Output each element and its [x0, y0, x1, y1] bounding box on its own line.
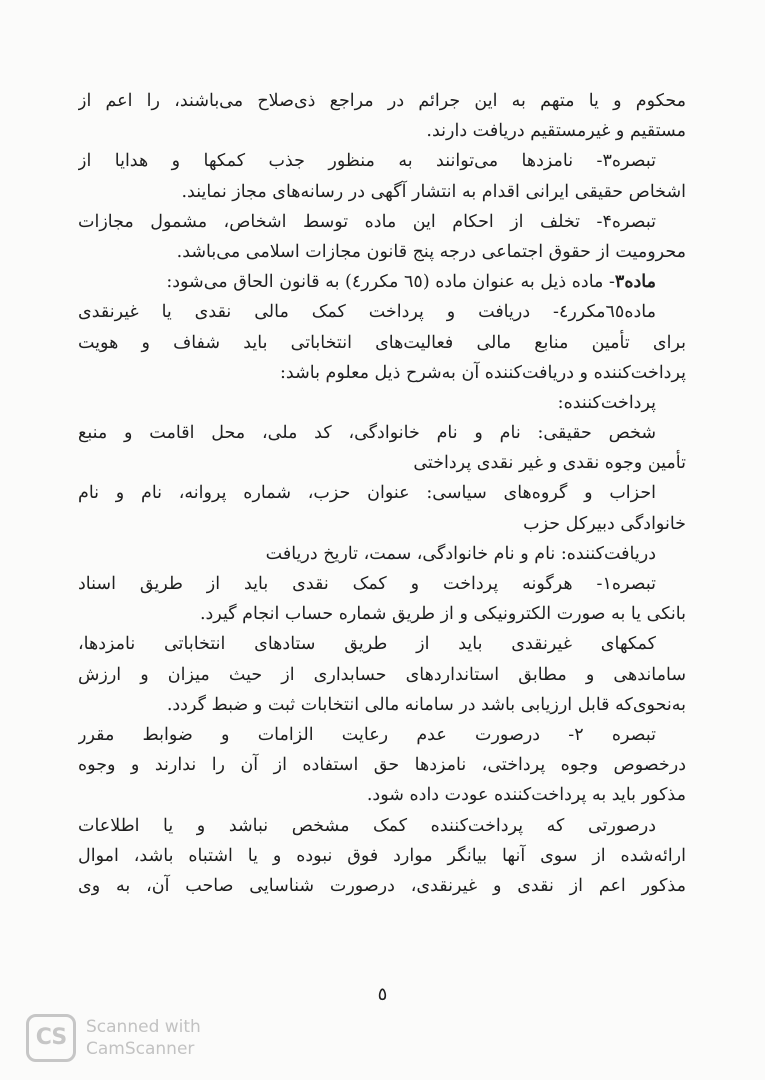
watermark-line-1: Scanned with — [86, 1017, 201, 1037]
text-line: پرداخت‌کننده: — [557, 392, 656, 413]
text-line: ماده٦٥مکرر٤- دریافت و پرداخت کمک مالی نقدی یا غیرنقدی — [78, 302, 656, 323]
text-line: پرداخت‌کننده و دریافت‌کننده آن به‌شرح ذیل معلوم باشد: — [280, 362, 686, 383]
watermark-line-2: CamScanner — [86, 1039, 195, 1059]
page-number: ٥ — [377, 984, 388, 1005]
text-line: دریافت‌کننده: نام و نام خانوادگی، سمت، تاریخ دریافت — [265, 543, 656, 564]
body-text — [78, 86, 686, 901]
text-line: محکوم و یا متهم به این جرائم در مراجع ذی‌صلاح می‌باشند، را اعم از — [78, 91, 686, 111]
text-line: کمکهای غیرنقدی باید از طریق ستادهای انتخاباتی نامزدها، — [78, 634, 656, 655]
text-line: مذکور باید به پرداخت‌کننده عودت داده شود. — [366, 785, 686, 806]
text-line: مذکور اعم از نقدی و غیرنقدی، درصورت شناسایی صاحب آن، به وی — [78, 875, 686, 896]
text-line: خانوادگی دبیرکل حزب — [523, 513, 686, 534]
text-line: احزاب و گروه‌های سیاسی: عنوان حزب، شماره پروانه، نام و نام — [78, 483, 656, 504]
text-line: شخص حقیقی: نام و نام خانوادگی، کد ملی، محل اقامت و منبع — [78, 423, 656, 444]
text-line: مستقیم و غیرمستقیم دریافت دارند. — [426, 121, 686, 142]
text-line: ارائه‌شده از سوی آنها بیانگر موارد فوق نبوده و یا اشتباه باشد، اموال — [78, 845, 686, 866]
text-line: به‌نحوی‌که قابل ارزیابی باشد در سامانه مالی انتخابات ثبت و ضبط گردد. — [166, 694, 686, 715]
text-line: برای تأمین منابع مالی فعالیت‌های انتخاباتی باید شفاف و هویت — [78, 332, 686, 353]
text-line: ساماندهی و مطابق استانداردهای حسابداری از حیث میزان و ارزش — [78, 664, 686, 685]
camscanner-watermark — [86, 1016, 201, 1060]
article-label: ماده۳ — [614, 272, 656, 293]
text-line: تبصره۱- هرگونه پرداخت و کمک نقدی باید از طریق اسناد — [78, 574, 656, 594]
text-line: تبصره ۲- درصورت عدم رعایت الزامات و ضوابط مقرر — [78, 724, 656, 745]
text-line: تأمین وجوه نقدی و غیر نقدی پرداختی — [413, 453, 686, 474]
text-line: بانکی یا به صورت الکترونیکی و از طریق شماره حساب انجام گیرد. — [199, 604, 686, 625]
text-line: تبصره۴- تخلف از احکام این ماده توسط اشخاص، مشمول مجازات — [78, 211, 656, 232]
text-line: درصورتی که پرداخت‌کننده کمک مشخص نباشد و یا اطلاعات — [78, 815, 656, 836]
text-line: درخصوص وجوه پرداختی، نامزدها حق استفاده از آن را ندارند و وجوه — [78, 755, 686, 776]
line-text: - ماده ذیل به عنوان ماده (٦٥ مکرر٤) به قانون الحاق می‌شود: — [166, 272, 615, 293]
text-line: محرومیت از حقوق اجتماعی درجه پنج قانون مجازات اسلامی می‌باشد. — [176, 241, 686, 262]
camscanner-logo: CS — [26, 1014, 76, 1062]
text-line — [78, 267, 686, 297]
text-line: تبصره۳- نامزدها می‌توانند به منظور جذب کمکها و هدایا از — [78, 151, 656, 172]
text-line: اشخاص حقیقی ایرانی اقدام به انتشار آگهی در رسانه‌های مجاز نمایند. — [181, 181, 686, 202]
